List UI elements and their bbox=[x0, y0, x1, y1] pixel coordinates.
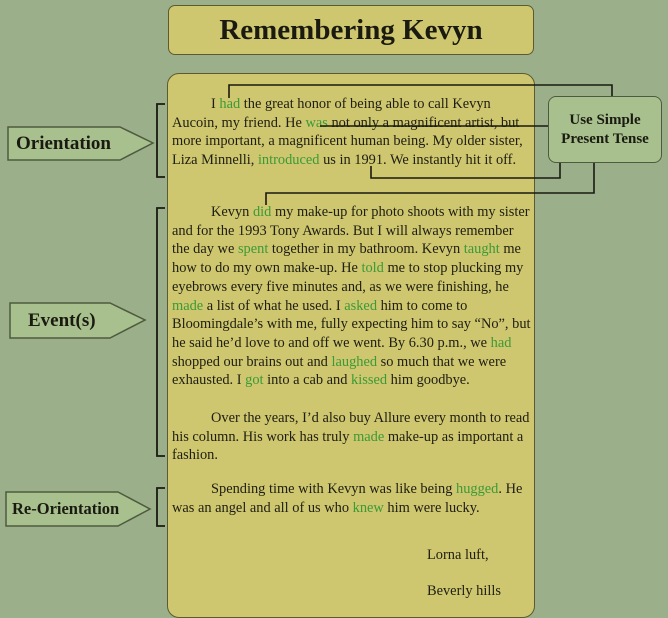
verb-highlight: did bbox=[252, 204, 272, 220]
text-segment: into a cab and bbox=[263, 372, 352, 389]
text-segment: the great honor of being able to call Kevyn Aucoin, my friend. He bbox=[172, 96, 491, 131]
reorientation-label: Re-Orientation bbox=[12, 499, 120, 518]
text-segment: him were lucky. bbox=[383, 499, 480, 516]
verb-highlight: had bbox=[219, 96, 241, 112]
signature-place: Beverly hills bbox=[427, 583, 501, 599]
text-segment: Over the years, I’d also buy Allure every month to read his column. His work has truly bbox=[172, 410, 530, 445]
text-segment: him goodbye. bbox=[387, 372, 470, 389]
connector-was-introduced bbox=[320, 126, 560, 178]
text-segment: us in 1991. We instantly hit it off. bbox=[319, 152, 517, 169]
note-line-1: Use Simple bbox=[569, 111, 641, 128]
reorientation-bracket bbox=[157, 488, 165, 526]
text-segment: him to come to Bloomingdale’s with me, fully expecting him to say “No”, but he said he’d love to and off we went. By 6.30 p.m., we bbox=[172, 297, 531, 351]
title: Remembering Kevyn bbox=[219, 13, 483, 46]
verb-highlight: knew bbox=[352, 499, 384, 516]
tense-note bbox=[548, 96, 662, 163]
signature-name: Lorna luft, bbox=[427, 547, 489, 563]
verb-highlight: made bbox=[172, 297, 204, 314]
text-segment: not only a magnificent artist, but more important, a magnificent human being. My older sister, Liza Minnelli, bbox=[172, 114, 523, 169]
text-segment: a list of what he used. I bbox=[203, 297, 345, 314]
text-segment: me to stop plucking my eyebrows every five minutes and, as we were finishing, he bbox=[172, 260, 524, 295]
note-line-2: Present Tense bbox=[561, 130, 649, 147]
verb-highlight: got bbox=[245, 372, 264, 389]
text-segment: Spending time with Kevyn was like being bbox=[211, 481, 457, 497]
text-segment: me how to do my own make-up. He bbox=[172, 241, 521, 277]
verb-highlight: made bbox=[353, 428, 385, 445]
verb-highlight: taught bbox=[463, 241, 500, 258]
text-segment: together in my bathroom. Kevyn bbox=[268, 241, 464, 258]
text-segment: my make-up for photo shoots with my sister and for the 1993 Tony Awards. But I will always remember the day we bbox=[172, 204, 530, 258]
text-segment: Kevyn bbox=[211, 204, 253, 220]
text-segment: shopped our brains out and bbox=[172, 353, 332, 370]
orientation-bracket bbox=[157, 104, 165, 177]
events-bracket bbox=[157, 208, 165, 456]
verb-highlight: had bbox=[490, 334, 512, 351]
verb-highlight: kissed bbox=[351, 372, 388, 389]
connector-did bbox=[266, 163, 594, 205]
orientation-label: Orientation bbox=[16, 132, 111, 154]
text-segment: so much that we were exhausted. I bbox=[172, 353, 507, 389]
verb-highlight: hugged bbox=[456, 481, 499, 497]
verb-highlight: spent bbox=[237, 241, 269, 258]
verb-highlight: was bbox=[305, 114, 328, 131]
text-segment: I bbox=[211, 96, 220, 112]
verb-highlight: laughed bbox=[331, 353, 378, 370]
text-segment: . He was an angel and all of us who bbox=[172, 481, 523, 516]
verb-highlight: told bbox=[361, 260, 384, 277]
text-segment: make-up as important a fashion. bbox=[172, 428, 524, 464]
events-label: Event(s) bbox=[28, 309, 96, 331]
verb-highlight: asked bbox=[344, 297, 378, 314]
verb-highlight: introduced bbox=[257, 152, 320, 169]
